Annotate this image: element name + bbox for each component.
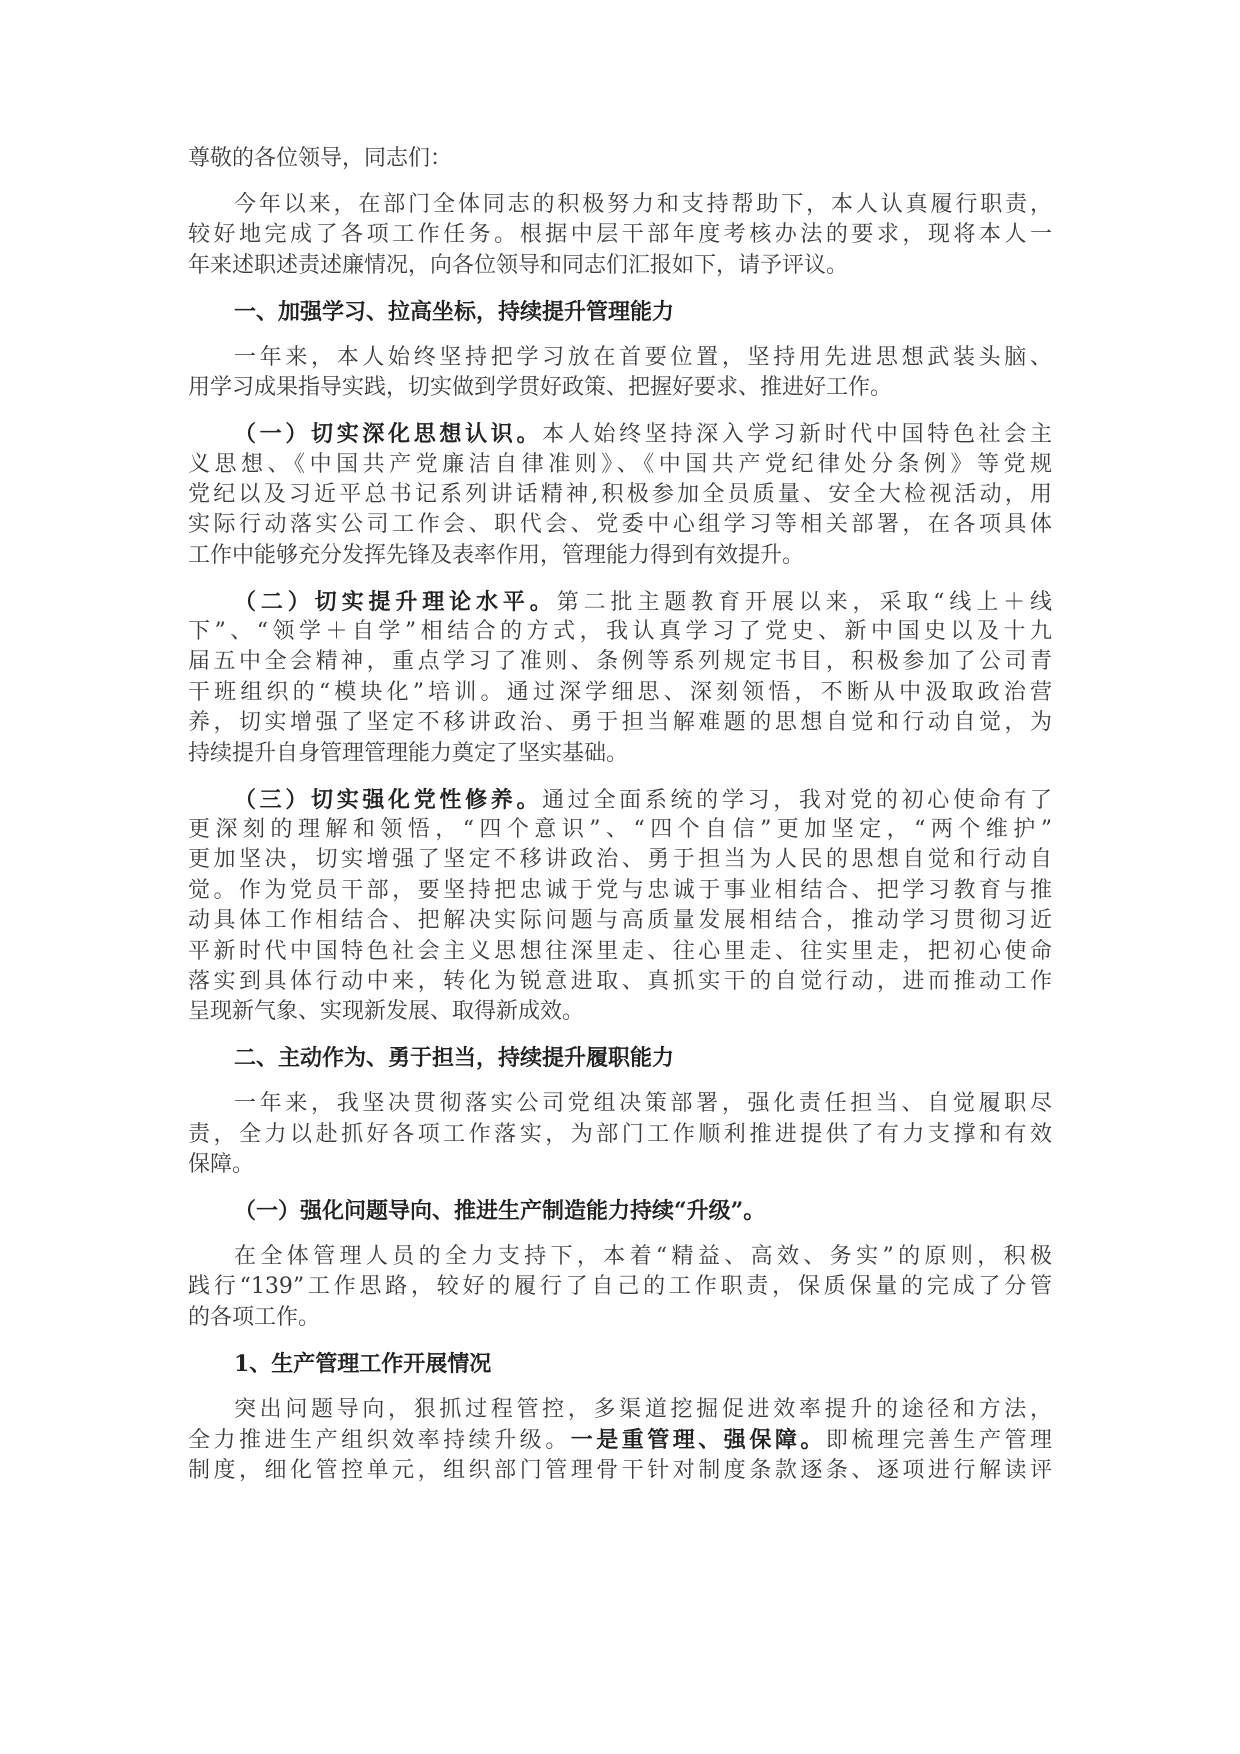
text-line: [188, 815, 1052, 845]
text-run: 养，切实增强了坚定不移讲政治、勇于担当解难题的思想自觉和行动自觉，为: [188, 710, 1052, 736]
text-run: 本人始终坚持深入学习新时代中国特色社会主: [542, 422, 1052, 448]
text-line: [188, 1272, 1052, 1302]
text-run: 的各项工作。: [188, 1304, 321, 1330]
text-run: 党纪以及习近平总书记系列讲话精神,积极参加全员质量、安全大检视活动，用: [188, 481, 1052, 507]
bold-text: 二、主动作为、勇于担当，持续提升履职能力: [234, 1045, 675, 1072]
bold-text: （三）切实强化党性修养。: [234, 786, 543, 813]
text-line: [188, 190, 1052, 220]
text-line: [188, 997, 1052, 1027]
text-line: [188, 739, 1052, 769]
bold-text: （二）切实提升理论水平。: [234, 588, 557, 615]
text-line: [188, 1395, 1052, 1425]
text-run: 持续提升自身管理管理能力奠定了坚实基础。: [188, 740, 629, 766]
text-run: 工作中能够充分发挥先锋及表率作用，管理能力得到有效提升。: [188, 542, 805, 568]
text-line: [188, 587, 1052, 617]
section-heading: [188, 1196, 1052, 1226]
bold-text: 一是重管理、强保障。: [570, 1427, 826, 1454]
text-line: [188, 708, 1052, 738]
section-heading: [188, 1043, 1052, 1073]
body-paragraph: [188, 343, 1052, 404]
text-run: 今年以来，在部门全体同志的积极努力和支持帮助下，本人认真履行职责，: [234, 191, 1052, 217]
text-line: [188, 144, 1052, 174]
text-line: [188, 373, 1052, 403]
text-line: [188, 450, 1052, 480]
body-paragraph: [188, 1242, 1052, 1333]
text-line: [188, 785, 1052, 815]
bold-text: （一）切实深化思想认识。: [234, 421, 543, 448]
text-run: 届五中全会精神，重点学习了准则、条例等系列规定书目，积极参加了公司青: [188, 649, 1052, 675]
body-paragraph: [188, 1089, 1052, 1180]
text-run: 制度，细化管控单元，组织部门管理骨干针对制度条款逐条、逐项进行解读评: [188, 1457, 1052, 1483]
text-line: [188, 647, 1052, 677]
text-line: [188, 1242, 1052, 1272]
text-line: [188, 845, 1052, 875]
text-line: [188, 967, 1052, 997]
text-run: 平新时代中国特色社会主义思想往深里走、往心里走、往实里走，把初心使命: [188, 938, 1052, 964]
text-line: [188, 1089, 1052, 1119]
text-run: 更深刻的理解和领悟，“四个意识”、“四个自信”更加坚定，“两个维护”: [188, 816, 1052, 842]
text-run: 在全体管理人员的全力支持下，本着“精益、高效、务实”的原则，积极: [234, 1244, 1052, 1270]
text-run: 较好地完成了各项工作任务。根据中层干部年度考核办法的要求，现将本人一: [188, 222, 1052, 248]
body-paragraph: [188, 785, 1052, 1028]
text-line: [188, 1120, 1052, 1150]
text-line: [188, 251, 1052, 281]
text-run: 即梳理完善生产管理: [825, 1428, 1052, 1454]
bold-text: 1、生产管理工作开展情况: [234, 1350, 492, 1377]
text-line: [188, 510, 1052, 540]
text-run: 实际行动落实公司工作会、职代会、党委中心组学习等相关部署，在各项具体: [188, 512, 1052, 538]
bold-text: （一）强化问题导向、推进生产制造能力持续“升级”。: [234, 1198, 766, 1225]
text-line: [188, 297, 1052, 327]
text-run: 义思想、《中国共产党廉洁自律准则》、《中国共产党纪律处分条例》等党规: [188, 451, 1052, 477]
text-run: 通过全面系统的学习，我对党的初心使命有了: [542, 787, 1052, 813]
section-heading: [188, 297, 1052, 327]
document-page: [188, 144, 1052, 1502]
body-paragraph: [188, 419, 1052, 571]
text-line: [188, 678, 1052, 708]
text-line: [188, 1150, 1052, 1180]
text-line: [188, 876, 1052, 906]
body-paragraph: [188, 587, 1052, 769]
text-run: 全力推进生产组织效率持续升级。: [188, 1428, 571, 1454]
text-line: [188, 1196, 1052, 1226]
text-run: 用学习成果指导实践，切实做到学贯好政策、把握好要求、推进好工作。: [188, 375, 893, 401]
text-line: [188, 1349, 1052, 1379]
text-run: 第二批主题教育开展以来，采取“线上＋线: [556, 589, 1052, 615]
text-run: 觉。作为党员干部，要坚持把忠诚于党与忠诚于事业相结合、把学习教育与推: [188, 877, 1052, 903]
text-run: 一年来，本人始终坚持把学习放在首要位置，坚持用先进思想武装头脑、: [234, 344, 1052, 370]
text-line: [188, 343, 1052, 373]
text-run: 干班组织的“模块化”培训。通过深学细思、深刻领悟，不断从中汲取政治营: [188, 679, 1052, 705]
body-paragraph: [188, 1395, 1052, 1486]
text-run: 年来述职述责述廉情况，向各位领导和同志们汇报如下，请予评议。: [188, 252, 849, 278]
text-run: 下”、“领学＋自学”相结合的方式，我认真学习了党史、新中国史以及十九: [188, 619, 1052, 645]
text-line: [188, 1303, 1052, 1333]
text-run: 一年来，我坚决贯彻落实公司党组决策部署，强化责任担当、自觉履职尽: [234, 1091, 1052, 1117]
section-heading: [188, 1349, 1052, 1379]
text-line: [188, 480, 1052, 510]
text-line: [188, 419, 1052, 449]
text-line: [188, 1425, 1052, 1455]
text-line: [188, 617, 1052, 647]
text-run: 责，全力以赴抓好各项工作落实，为部门工作顺利推进提供了有力支撑和有效: [188, 1121, 1052, 1147]
text-line: [188, 220, 1052, 250]
text-line: [188, 1043, 1052, 1073]
text-run: 更加坚决，切实增强了坚定不移讲政治、勇于担当为人民的思想自觉和行动自: [188, 847, 1052, 873]
text-run: 突出问题导向，狠抓过程管控，多渠道挖掘促进效率提升的途径和方法，: [234, 1396, 1052, 1422]
text-run: 呈现新气象、实现新发展、取得新成效。: [188, 999, 585, 1025]
text-run: 落实到具体行动中来，转化为锐意进取、真抓实干的自觉行动，进而推动工作: [188, 968, 1052, 994]
text-run: 践行“139”工作思路，较好的履行了自己的工作职责，保质保量的完成了分管: [188, 1274, 1052, 1300]
body-paragraph: [188, 190, 1052, 281]
text-line: [188, 1456, 1052, 1486]
salutation: [188, 144, 1052, 174]
text-line: [188, 541, 1052, 571]
text-line: [188, 906, 1052, 936]
text-run: 动具体工作相结合、把解决实际问题与高质量发展相结合，推动学习贯彻习近: [188, 908, 1052, 934]
text-line: [188, 937, 1052, 967]
text-run: 尊敬的各位领导，同志们：: [188, 146, 453, 171]
bold-text: 一、加强学习、拉高坐标，持续提升管理能力: [234, 298, 675, 325]
text-run: 保障。: [188, 1152, 255, 1178]
